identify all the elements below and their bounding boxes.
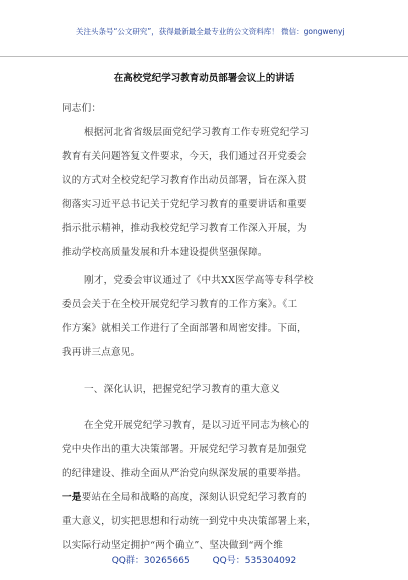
p2-line: 我再讲三点意见。 (62, 347, 141, 358)
p4-line: 以实际行动坚定拥护“两个确立”、坚决做到“两个维 (62, 540, 283, 551)
p4-first-text: 要站在全局和战略的高度，深刻认识党纪学习教育的 (81, 492, 307, 503)
page-header (0, 0, 408, 57)
section-heading: 一、深化认识，把握党纪学习教育的重大意义 (84, 384, 280, 395)
p4-lead: 一是 (62, 492, 82, 503)
p1-line: 议的方式对全校党纪学习教育作出动员部署，旨在深入贯 (62, 175, 307, 186)
page-footer (0, 553, 408, 566)
footer-qq-group: QQ群：30265665 (111, 556, 190, 566)
p2-line: 委员会关于在全校开展党纪学习教育的工作方案》。《工 (62, 299, 298, 310)
p4-line: 重大意义，切实把思想和行动统一到党中央决策部署上来， (62, 516, 317, 527)
footer-qq-number: QQ号：535304092 (212, 556, 297, 566)
header-notice: 关注头条号“公文研究”，获得最新最全最专业的公文资料库！ 微信：gongwenyj (76, 27, 345, 36)
p3-line: 的纪律建设、推动全面从严治党向纵深发展的重要举措。 (62, 468, 307, 479)
p1-line: 根据河北省省级层面党纪学习教育工作专班党纪学习 (84, 127, 310, 138)
p1-line: 教育有关问题答复文件要求，今天，我们通过召开党委会 (62, 151, 307, 162)
p3-line: 党中央作出的重大决策部署。开展党纪学习教育是加强党 (62, 444, 307, 455)
p2-line: 作方案》就相关工作进行了全面部署和周密安排。下面， (62, 323, 307, 334)
salutation: 同志们： (62, 103, 102, 114)
p3-line: 在全党开展党纪学习教育，是以习近平同志为核心的 (84, 420, 310, 431)
p1-line: 彻落实习近平总书记关于党纪学习教育的重要讲话和重要 (62, 199, 307, 210)
p1-line: 指示批示精神，推动我校党纪学习教育工作深入开展，为 (62, 223, 307, 234)
p2-line: 刚才，党委会审议通过了《中共XX医学高等专科学校 (84, 275, 314, 286)
p1-line: 推动学校高质量发展和升本建设提供坚强保障。 (62, 247, 268, 258)
p4-line (62, 489, 307, 503)
document-title: 在高校党纪学习教育动员部署会议上的讲话 (113, 73, 295, 84)
